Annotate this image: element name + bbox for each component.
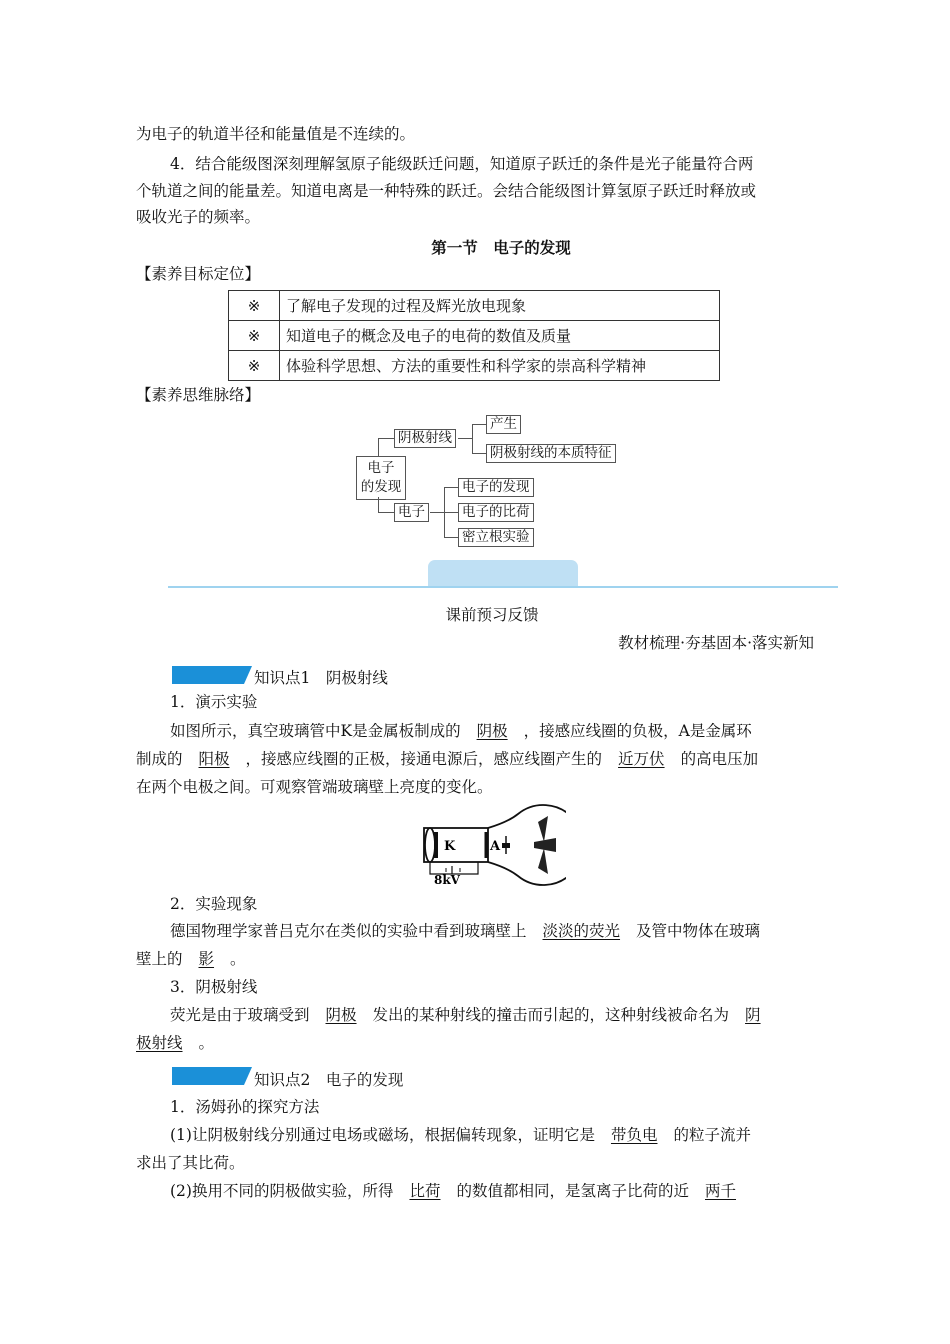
kp1-s3-title: 3．阴极射线 (170, 978, 258, 996)
blank-answer: 阳极 (198, 750, 230, 768)
kp1-s1-title: 1．演示实验 (170, 693, 258, 711)
blank-answer: 两千 (705, 1182, 737, 1200)
goal-text: 了解电子发现的过程及辉光放电现象 (280, 291, 720, 321)
mindmap-root (356, 456, 406, 500)
preview-title: 课前预习反馈 (445, 606, 539, 624)
blank-answer: 带负电 (610, 1126, 658, 1144)
goals-heading: 【素养目标定位】 (136, 265, 261, 283)
kp2-p1-line2: 求出了其比荷。 (136, 1154, 245, 1172)
table-row (229, 321, 720, 351)
kp1-p1-line3: 在两个电极之间。可观察管端玻璃壁上亮度的变化。 (136, 778, 493, 796)
preview-subtitle: 教材梳理·夯基固本·落实新知 (618, 634, 814, 652)
kp1-p3-line1: 荧光是由于玻璃受到 阴极 发出的某种射线的撞击而引起的，这种射线被命名为 阴 (170, 1006, 761, 1024)
label-voltage: 8kV (434, 873, 460, 886)
mindmap-leaf: 密立根实验 (458, 528, 534, 547)
goal-mark: ※ (229, 321, 280, 351)
goal-text: 体验科学思想、方法的重要性和科学家的崇高科学精神 (280, 351, 720, 381)
goal-mark: ※ (229, 351, 280, 381)
mindmap-branch-electron: 电子 (394, 503, 429, 522)
intro-item4-line3: 吸收光子的频率。 (136, 208, 261, 226)
knowledge-point-tag (172, 666, 252, 684)
kp2-p2-line1: (2)换用不同的阴极做实验，所得 比荷 的数值都相同，是氢离子比荷的近 两千 (170, 1181, 752, 1201)
label-a: A (490, 839, 501, 854)
blank-answer: 比荷 (409, 1182, 441, 1200)
kp2-label: 知识点2 电子的发现 (254, 1071, 404, 1089)
kp2-s1-title: 1．汤姆孙的探究方法 (170, 1098, 320, 1116)
blank-answer: 极射线 (136, 1034, 183, 1052)
mindmap-root-line: 电子 (367, 460, 395, 476)
blank-answer: 阴 (745, 1006, 761, 1024)
kp1-p1-line2: 制成的 阳极 ，接感应线圈的正极，接通电源后，感应线圈产生的 近万伏 的高电压加 (136, 750, 759, 768)
mindmap-leaf: 电子的比荷 (458, 503, 534, 522)
intro-item4-line2: 个轨道之间的能量差。知道电离是一种特殊的跃迁。会结合能级图计算氢原子跃迁时释放或 (136, 182, 757, 200)
goal-mark: ※ (229, 291, 280, 321)
knowledge-point-tag (172, 1067, 252, 1085)
intro-line: 为电子的轨道半径和能量值是不连续的。 (136, 125, 416, 143)
mindmap-leaf: 电子的发现 (458, 478, 534, 497)
intro-item4-line1: 4．结合能级图深刻理解氢原子能级跃迁问题，知道原子跃迁的条件是光子能量符合两 (170, 155, 754, 173)
mindmap-root-line: 的发现 (360, 479, 402, 495)
blank-answer: 淡淡的荧光 (542, 922, 621, 940)
mindmap-heading: 【素养思维脉络】 (136, 386, 261, 404)
blank-answer: 影 (198, 950, 215, 968)
kp1-s2-title: 2．实验现象 (170, 895, 258, 913)
kp1-label: 知识点1 阴极射线 (254, 669, 388, 687)
kp2-p1-line1: (1)让阴极射线分别通过电场或磁场，根据偏转现象，证明它是 带负电 的粒子流并 (170, 1126, 751, 1144)
kp1-p2-line1: 德国物理学家普吕克尔在类似的实验中看到玻璃壁上 淡淡的荧光 及管中物体在玻璃 (170, 922, 761, 940)
mindmap-leaf: 阴极射线的本质特征 (486, 444, 616, 463)
kp1-p1-line1: 如图所示，真空玻璃管中K是金属板制成的 阴极 ，接感应线圈的负极，A是金属环 (170, 722, 752, 740)
goal-text: 知道电子的概念及电子的电荷的数值及质量 (280, 321, 720, 351)
section-title: 第一节 电子的发现 (431, 238, 571, 257)
mindmap-leaf: 产生 (486, 415, 521, 434)
table-row (229, 291, 720, 321)
kp1-p3-line2: 极射线 。 (136, 1034, 215, 1052)
blank-answer: 近万伏 (618, 750, 665, 768)
blank-answer: 阴极 (476, 722, 508, 740)
label-k: K (444, 839, 456, 854)
cathode-ray-tube-figure (416, 802, 566, 886)
blank-answer: 阴极 (325, 1006, 357, 1024)
banner-tab (428, 560, 578, 588)
kp1-p2-line2: 壁上的 影 。 (136, 950, 246, 968)
table-row (229, 351, 720, 381)
goals-table (228, 290, 720, 381)
mindmap-branch-cathode-rays: 阴极射线 (394, 429, 456, 448)
banner-divider (168, 586, 838, 588)
